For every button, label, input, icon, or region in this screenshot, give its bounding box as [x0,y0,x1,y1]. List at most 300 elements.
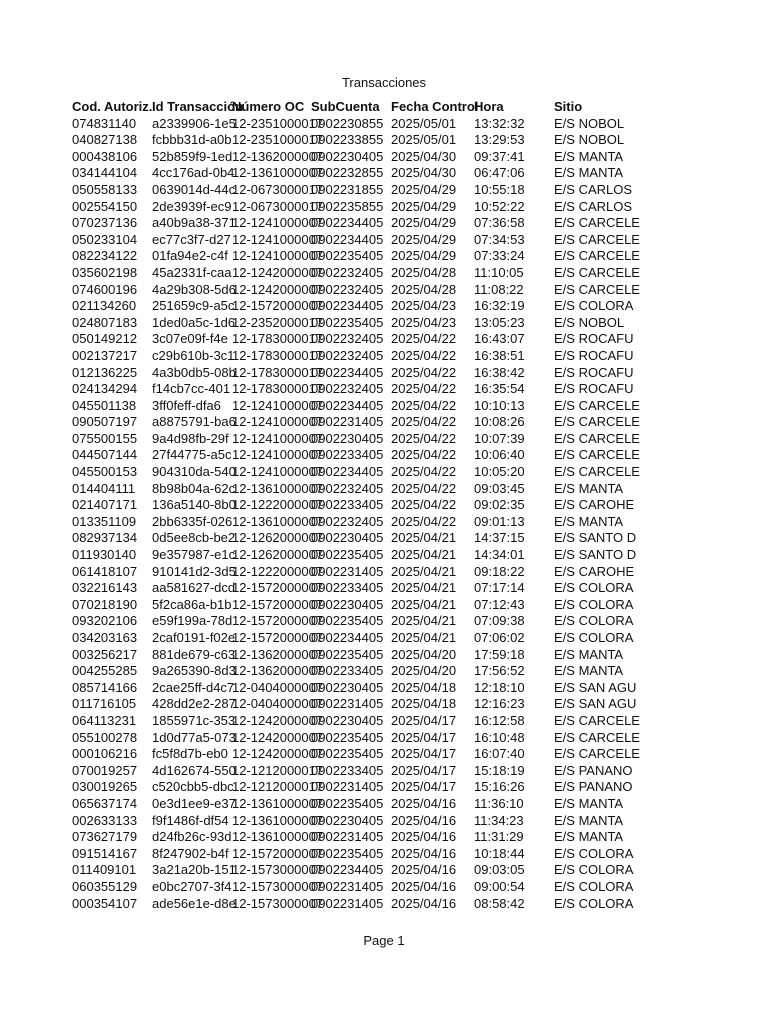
cod-autoriz-cell: 034144104 [72,165,138,181]
hora-cell: 14:34:01 [474,547,525,563]
numero-oc-cell: 12-1241000007 [232,414,324,430]
cod-autoriz-cell: 002554150 [72,198,138,214]
subcuenta-cell: 0902233405 [311,762,384,778]
id-transaccion-cell: c520cbb5-dbc [152,779,234,795]
numero-oc-cell: 12-0673000017 [232,181,324,197]
sitio-cell: E/S CARLOS [554,198,633,214]
fecha-control-cell: 2025/04/22 [391,331,457,347]
subcuenta-cell: 0902233405 [311,447,384,463]
subcuenta-cell: 0902230405 [311,596,384,612]
numero-oc-cell: 12-1361000007 [232,812,324,828]
sitio-cell: E/S CARCELE [554,281,640,297]
sitio-cell: E/S MANTA [554,812,624,828]
page-number: Page 1 [363,933,405,948]
hora-cell: 10:52:22 [474,198,525,214]
hora-cell: 09:03:45 [474,480,525,496]
fecha-control-cell: 2025/04/21 [391,563,457,579]
id-transaccion-cell: 2caf0191-f02e [152,630,236,645]
sitio-cell: E/S MANTA [554,165,624,181]
subcuenta-cell: 0902235405 [311,646,384,662]
sitio-cell: E/S MANTA [554,480,624,496]
numero-oc-cell: 12-1212000017 [232,762,324,778]
fecha-control-cell: 2025/04/20 [391,646,457,662]
id-transaccion-cell: 1d0d77a5-073 [152,729,236,745]
fecha-control-cell: 2025/04/29 [391,248,457,264]
sitio-cell: E/S PANANO [554,779,633,795]
fecha-control-cell: 2025/04/16 [391,895,457,911]
hora-cell: 10:55:18 [474,181,525,197]
fecha-control-cell: 2025/04/22 [391,447,457,463]
subcuenta-cell: 0902234405 [311,298,384,314]
id-transaccion-cell: 428dd2e2-287 [152,696,236,712]
fecha-control-cell: 2025/04/16 [391,812,457,828]
subcuenta-cell: 0902231405 [311,829,384,845]
cod-autoriz-cell: 093202106 [72,613,138,629]
hora-cell: 16:38:51 [474,347,525,363]
cod-autoriz-cell: 065637174 [72,795,138,811]
numero-oc-cell: 12-1573000007 [232,862,324,878]
cod-autoriz-cell: 021134260 [72,298,137,314]
hora-cell: 17:56:52 [474,663,525,679]
cod-autoriz-cell: 002137217 [72,347,138,363]
cod-autoriz-cell: 040827138 [72,132,138,148]
sitio-cell: E/S CARCELE [554,712,640,728]
hora-cell: 09:37:41 [474,148,525,164]
id-transaccion-cell: 1855971c-353 [152,712,236,728]
numero-oc-cell: 12-1222000007 [232,497,324,513]
hora-cell: 15:18:19 [474,762,525,778]
id-transaccion-cell: 910141d2-3d5 [152,563,236,579]
subcuenta-cell: 0902235405 [311,746,384,762]
cod-autoriz-cell: 082937134 [72,530,138,546]
fecha-control-cell: 2025/04/22 [391,497,457,513]
fecha-control-cell: 2025/04/21 [391,613,457,629]
fecha-control-cell: 2025/04/21 [391,547,457,563]
subcuenta-cell: 0902230405 [311,148,384,164]
fecha-control-cell: 2025/04/21 [391,596,457,612]
hora-cell: 10:05:20 [474,464,525,480]
column-header-cod-autoriz: Cod. Autoriz. [72,99,153,114]
subcuenta-cell: 0902231405 [311,696,384,712]
fecha-control-cell: 2025/04/16 [391,829,457,845]
fecha-control-cell: 2025/04/29 [391,215,457,231]
id-transaccion-cell: 2cae25ff-d4c7 [152,679,235,695]
sitio-cell: E/S ROCAFU [554,381,634,397]
fecha-control-cell: 2025/04/22 [391,480,457,496]
numero-oc-cell: 12-0404000007 [232,696,324,712]
id-transaccion-cell: e0bc2707-3f4 [152,878,232,894]
id-transaccion-cell: ec77c3f7-d27 [152,231,231,247]
id-transaccion-cell: 0d5ee8cb-be2 [152,530,236,546]
sitio-cell: E/S MANTA [554,663,624,679]
sitio-cell: E/S COLORA [554,580,634,596]
fecha-control-cell: 2025/04/16 [391,795,457,811]
sitio-cell: E/S MANTA [554,795,624,811]
numero-oc-cell: 12-1241000007 [232,215,324,231]
cod-autoriz-cell: 074600196 [72,281,138,297]
subcuenta-cell: 0902232405 [311,480,384,496]
sitio-cell: E/S COLORA [554,613,634,629]
hora-cell: 17:59:18 [474,646,525,662]
numero-oc-cell: 12-1241000007 [232,397,324,413]
fecha-control-cell: 2025/04/17 [391,746,457,762]
fecha-control-cell: 2025/04/29 [391,198,457,214]
fecha-control-cell: 2025/04/22 [391,381,457,397]
numero-oc-cell: 12-1241000007 [232,248,324,264]
sitio-cell: E/S ROCAFU [554,364,634,380]
numero-oc-cell: 12-1783000017 [232,364,324,380]
sitio-cell: E/S MANTA [554,646,624,662]
sitio-cell: E/S ROCAFU [554,331,634,347]
column-header-numero-oc: Número OC [232,99,305,114]
sitio-cell: E/S SANTO D [554,547,637,563]
id-transaccion-cell: 1ded0a5c-1d6 [152,314,236,330]
cod-autoriz-cell: 030019265 [72,779,138,795]
id-transaccion-cell: 5f2ca86a-b1b [152,596,232,612]
hora-cell: 07:17:14 [474,580,525,596]
subcuenta-cell: 0902235405 [311,845,384,861]
id-transaccion-cell: 251659c9-a5c [152,298,235,314]
id-transaccion-cell: 01fa94e2-c4f [152,248,228,264]
cod-autoriz-cell: 075500155 [72,430,138,446]
cod-autoriz-cell: 004255285 [72,663,138,679]
id-transaccion-cell: fc5f8d7b-eb0 [152,746,228,762]
hora-cell: 16:10:48 [474,729,525,745]
sitio-cell: E/S CAROHE [554,497,635,513]
numero-oc-cell: 12-1361000007 [232,480,324,496]
column-header-sitio: Sitio [554,99,583,114]
sitio-cell: E/S COLORA [554,298,634,314]
fecha-control-cell: 2025/04/28 [391,264,457,280]
cod-autoriz-cell: 000438106 [72,148,138,164]
cod-autoriz-cell: 070237136 [72,215,138,231]
cod-autoriz-cell: 091514167 [72,845,138,861]
cod-autoriz-cell: 011716105 [72,696,137,712]
hora-cell: 16:38:42 [474,364,525,380]
hora-cell: 06:47:06 [474,165,525,181]
column-header-hora: Hora [474,99,504,114]
cod-autoriz-cell: 082234122 [72,248,138,264]
cod-autoriz-cell: 012136225 [72,364,138,380]
fecha-control-cell: 2025/04/17 [391,729,457,745]
id-transaccion-cell: 4d162674-550 [152,762,236,778]
numero-oc-cell: 12-2351000017 [232,115,324,131]
id-transaccion-cell: a8875791-ba6 [152,414,236,430]
column-header-subcuenta: SubCuenta [311,99,380,114]
subcuenta-cell: 0902232405 [311,331,384,347]
subcuenta-cell: 0902234405 [311,215,384,231]
fecha-control-cell: 2025/04/23 [391,298,457,314]
id-transaccion-cell: 52b859f9-1ed [152,148,233,164]
numero-oc-cell: 12-1783000017 [232,381,324,397]
sitio-cell: E/S CARCELE [554,215,640,231]
subcuenta-cell: 0902231855 [311,181,384,197]
hora-cell: 09:18:22 [474,563,525,579]
hora-cell: 16:32:19 [474,298,525,314]
fecha-control-cell: 2025/04/28 [391,281,457,297]
hora-cell: 09:02:35 [474,497,525,513]
sitio-cell: E/S MANTA [554,829,624,845]
subcuenta-cell: 0902235405 [311,547,384,563]
fecha-control-cell: 2025/04/22 [391,397,457,413]
hora-cell: 12:18:10 [474,679,525,695]
subcuenta-cell: 0902234405 [311,862,384,878]
cod-autoriz-cell: 085714166 [72,679,138,695]
id-transaccion-cell: f9f1486f-df54 [152,812,229,828]
hora-cell: 11:34:23 [474,812,524,828]
fecha-control-cell: 2025/04/18 [391,679,457,695]
cod-autoriz-cell: 014404111 [72,480,136,496]
hora-cell: 07:34:53 [474,231,525,247]
numero-oc-cell: 12-1362000007 [232,646,324,662]
fecha-control-cell: 2025/04/18 [391,696,457,712]
subcuenta-cell: 0902232405 [311,281,384,297]
column-header-fecha-control: Fecha Control [391,99,479,114]
id-transaccion-cell: aa581627-dcd [152,580,236,596]
id-transaccion-cell: 2de3939f-ec9 [152,198,232,214]
hora-cell: 10:18:44 [474,845,525,861]
cod-autoriz-cell: 090507197 [72,414,138,430]
fecha-control-cell: 2025/04/16 [391,862,457,878]
sitio-cell: E/S SANTO D [554,530,637,546]
id-transaccion-cell: ade56e1e-d8e [152,895,236,911]
hora-cell: 16:07:40 [474,746,525,762]
id-transaccion-cell: 4a3b0db5-08b [152,364,236,380]
id-transaccion-cell: 9e357987-e1c [152,547,236,563]
subcuenta-cell: 0902230405 [311,712,384,728]
id-transaccion-cell: 45a2331f-caa [152,264,232,280]
sitio-cell: E/S CARCELE [554,729,640,745]
fecha-control-cell: 2025/04/17 [391,779,457,795]
numero-oc-cell: 12-1242000007 [232,264,324,280]
fecha-control-cell: 2025/04/23 [391,314,457,330]
fecha-control-cell: 2025/04/21 [391,530,457,546]
hora-cell: 09:03:05 [474,862,525,878]
numero-oc-cell: 12-1241000007 [232,447,324,463]
numero-oc-cell: 12-1262000007 [232,530,324,546]
id-transaccion-cell: c29b610b-3c1 [152,347,235,363]
id-transaccion-cell: a40b9a38-371 [152,215,236,231]
numero-oc-cell: 12-1572000007 [232,580,324,596]
id-transaccion-cell: d24fb26c-93d [152,829,232,845]
numero-oc-cell: 12-1361000007 [232,513,324,529]
hora-cell: 11:36:10 [474,795,524,811]
cod-autoriz-cell: 002633133 [72,812,138,828]
subcuenta-cell: 0902234405 [311,231,384,247]
numero-oc-cell: 12-1573000007 [232,878,324,894]
sitio-cell: E/S CARCELE [554,464,640,480]
id-transaccion-cell: 0e3d1ee9-e37 [152,795,236,811]
subcuenta-cell: 0902230405 [311,530,384,546]
numero-oc-cell: 12-0404000007 [232,679,324,695]
id-transaccion-cell: 8b98b04a-62c [152,480,236,496]
subcuenta-cell: 0902234405 [311,397,384,413]
hora-cell: 16:43:07 [474,331,525,347]
subcuenta-cell: 0902232855 [311,165,384,181]
cod-autoriz-cell: 024807183 [72,314,138,330]
hora-cell: 13:05:23 [474,314,525,330]
subcuenta-cell: 0902230405 [311,679,384,695]
sitio-cell: E/S ROCAFU [554,347,634,363]
cod-autoriz-cell: 003256217 [72,646,138,662]
id-transaccion-cell: 9a265390-8d3 [152,663,236,679]
hora-cell: 10:06:40 [474,447,525,463]
cod-autoriz-cell: 045500153 [72,464,138,480]
hora-cell: 15:16:26 [474,779,525,795]
fecha-control-cell: 2025/04/21 [391,580,457,596]
numero-oc-cell: 12-2352000017 [232,314,324,330]
subcuenta-cell: 0902233405 [311,580,384,596]
cod-autoriz-cell: 013351109 [72,513,137,529]
sitio-cell: E/S COLORA [554,596,634,612]
id-transaccion-cell: 27f44775-a5c [152,447,232,463]
hora-cell: 09:00:54 [474,878,525,894]
cod-autoriz-cell: 050149212 [72,331,138,347]
sitio-cell: E/S CARCELE [554,248,640,264]
hora-cell: 13:29:53 [474,132,525,148]
sitio-cell: E/S SAN AGU [554,679,637,695]
numero-oc-cell: 12-1361000007 [232,165,324,181]
fecha-control-cell: 2025/04/16 [391,878,457,894]
fecha-control-cell: 2025/05/01 [391,115,457,131]
hora-cell: 11:10:05 [474,264,524,280]
fecha-control-cell: 2025/04/29 [391,231,457,247]
id-transaccion-cell: 881de679-c63 [152,646,236,662]
sitio-cell: E/S COLORA [554,895,634,911]
sitio-cell: E/S CAROHE [554,563,635,579]
cod-autoriz-cell: 050558133 [72,181,138,197]
subcuenta-cell: 0902235405 [311,795,384,811]
numero-oc-cell: 12-1362000007 [232,663,324,679]
subcuenta-cell: 0902234405 [311,464,384,480]
cod-autoriz-cell: 050233104 [72,231,138,247]
hora-cell: 10:10:13 [474,397,525,413]
numero-oc-cell: 12-1572000007 [232,613,324,629]
numero-oc-cell: 12-1572000007 [232,298,324,314]
numero-oc-cell: 12-1572000007 [232,845,324,861]
numero-oc-cell: 12-1572000007 [232,630,324,645]
fecha-control-cell: 2025/04/21 [391,630,457,645]
id-transaccion-cell: a2339906-1e5 [152,115,236,131]
numero-oc-cell: 12-1242000007 [232,712,324,728]
sitio-cell: E/S CARCELE [554,430,640,446]
fecha-control-cell: 2025/05/01 [391,132,457,148]
cod-autoriz-cell: 061418107 [72,563,138,579]
sitio-cell: E/S MANTA [554,148,624,164]
subcuenta-cell: 0902230405 [311,812,384,828]
cod-autoriz-cell: 021407171 [72,497,138,513]
numero-oc-cell: 12-0673000017 [232,198,324,214]
subcuenta-cell: 0902234405 [311,630,384,645]
subcuenta-cell: 0902231405 [311,895,384,911]
hora-cell: 08:58:42 [474,895,525,911]
cod-autoriz-cell: 070019257 [72,762,138,778]
id-transaccion-cell: 2bb6335f-026 [152,513,233,529]
sitio-cell: E/S NOBOL [554,115,625,131]
subcuenta-cell: 0902235405 [311,314,384,330]
sitio-cell: E/S PANANO [554,762,633,778]
cod-autoriz-cell: 000106216 [72,746,138,762]
page-title: Transacciones [341,75,427,90]
subcuenta-cell: 0902230405 [311,430,384,446]
subcuenta-cell: 0902235405 [311,729,384,745]
hora-cell: 07:36:58 [474,215,525,231]
subcuenta-cell: 0902231405 [311,878,384,894]
cod-autoriz-cell: 011930140 [72,547,137,563]
fecha-control-cell: 2025/04/30 [391,165,457,181]
sitio-cell: E/S CARCELE [554,264,640,280]
cod-autoriz-cell: 035602198 [72,264,138,280]
id-transaccion-cell: 0639014d-44c [152,181,236,197]
sitio-cell: E/S CARCELE [554,447,640,463]
sitio-cell: E/S NOBOL [554,314,625,330]
numero-oc-cell: 12-1361000007 [232,829,324,845]
hora-cell: 10:07:39 [474,430,525,446]
cod-autoriz-cell: 045501138 [72,397,137,413]
fecha-control-cell: 2025/04/16 [391,845,457,861]
numero-oc-cell: 12-1262000007 [232,547,324,563]
sitio-cell: E/S COLORA [554,862,634,878]
cod-autoriz-cell: 070218190 [72,596,138,612]
hora-cell: 07:33:24 [474,248,525,264]
subcuenta-cell: 0902232405 [311,264,384,280]
sitio-cell: E/S CARLOS [554,181,633,197]
numero-oc-cell: 12-1783000017 [232,347,324,363]
sitio-cell: E/S COLORA [554,878,634,894]
cod-autoriz-cell: 073627179 [72,829,138,845]
subcuenta-cell: 0902231405 [311,563,384,579]
id-transaccion-cell: 3c07e09f-f4e [152,331,228,347]
subcuenta-cell: 0902235405 [311,613,384,629]
numero-oc-cell: 12-1783000017 [232,331,324,347]
subcuenta-cell: 0902234405 [311,364,384,380]
subcuenta-cell: 0902230855 [311,115,384,131]
numero-oc-cell: 12-1212000017 [232,779,324,795]
hora-cell: 13:32:32 [474,115,525,131]
sitio-cell: E/S COLORA [554,630,634,645]
fecha-control-cell: 2025/04/17 [391,712,457,728]
fecha-control-cell: 2025/04/17 [391,762,457,778]
subcuenta-cell: 0902233405 [311,497,384,513]
numero-oc-cell: 12-2351000017 [232,132,324,148]
id-transaccion-cell: 904310da-540 [152,464,236,480]
cod-autoriz-cell: 074831140 [72,115,137,131]
id-transaccion-cell: e59f199a-78d [152,613,233,629]
id-transaccion-cell: 4a29b308-5d6 [152,281,236,297]
sitio-cell: E/S CARCELE [554,746,640,762]
hora-cell: 07:12:43 [474,596,525,612]
subcuenta-cell: 0902233405 [311,663,384,679]
sitio-cell: E/S CARCELE [554,231,640,247]
cod-autoriz-cell: 024134294 [72,381,138,397]
sitio-cell: E/S MANTA [554,513,624,529]
cod-autoriz-cell: 044507144 [72,447,138,463]
sitio-cell: E/S CARCELE [554,397,640,413]
subcuenta-cell: 0902231405 [311,779,384,795]
numero-oc-cell: 12-1241000007 [232,231,324,247]
fecha-control-cell: 2025/04/22 [391,464,457,480]
id-transaccion-cell: 9a4d98fb-29f [152,430,229,446]
fecha-control-cell: 2025/04/22 [391,513,457,529]
cod-autoriz-cell: 064113231 [72,712,137,728]
subcuenta-cell: 0902232405 [311,513,384,529]
cod-autoriz-cell: 032216143 [72,580,138,596]
id-transaccion-cell: fcbbb31d-a0b [152,132,232,148]
fecha-control-cell: 2025/04/20 [391,663,457,679]
id-transaccion-cell: 3ff0feff-dfa6 [152,397,221,413]
id-transaccion-cell: 4cc176ad-0b4 [152,165,235,181]
numero-oc-cell: 12-1242000007 [232,746,324,762]
